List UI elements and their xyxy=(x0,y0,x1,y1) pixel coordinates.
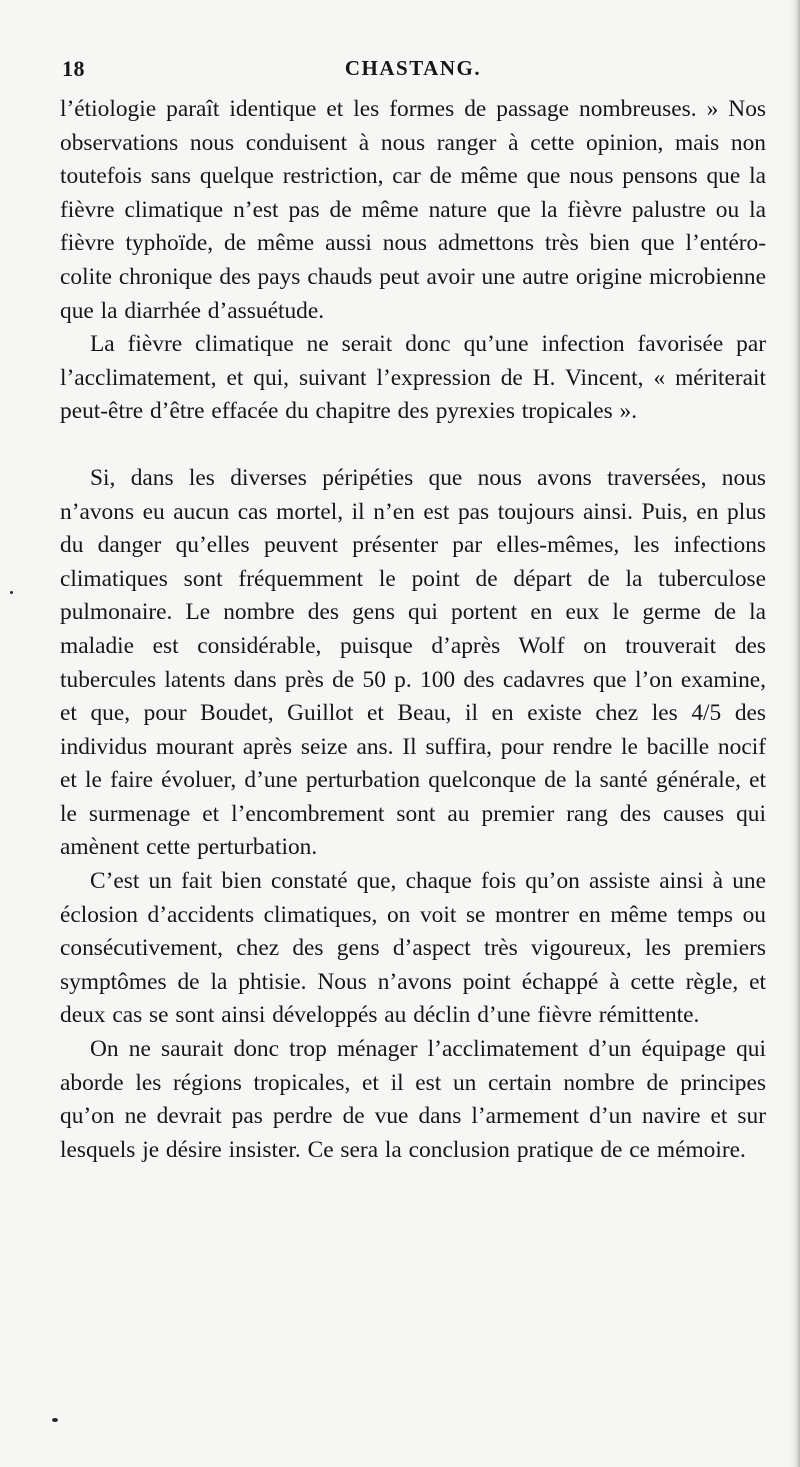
paragraph-continued: l’étiologie paraît identique et les formes de passage nombreuses. » Nos observations nous conduisent à nous ranger à cette opinion, mais non toutefois sans quelque restriction, car de même que nous pensons que la fièvre climatique n’est pas de même nature que la fièvre palustre ou la fièvre typhoïde, de même aussi nous admettons très bien que l’entéro-colite chronique des pays chauds peut avoir une autre origine microbienne que la diarrhée d’assuétude. xyxy=(60,96,766,324)
running-head: CHASTANG. xyxy=(344,56,482,80)
section-gap xyxy=(60,429,766,462)
scan-speck xyxy=(10,591,13,594)
paragraph: La fièvre climatique ne serait donc qu’une infection favorisée par l’acclimatement, et qui, suivant l’expression de H. Vincent, « mériterait peut-être d’être effacée du chapitre des pyrexies tropicales ». xyxy=(60,331,766,425)
body-text xyxy=(60,93,766,1167)
paragraph: C’est un fait bien constaté que, chaque fois qu’on assiste ainsi à une éclosion d’accidents climatiques, on voit se montrer en même temps ou consécutivement, chez des gens d’aspect très vigoureux, les premiers symptômes de la phtisie. Nous n’avons point échappé à cette règle, et deux cas se sont ainsi développés au déclin d’une fièvre rémittente. xyxy=(60,868,766,1029)
scan-edge-shadow xyxy=(790,0,800,1467)
page-header xyxy=(62,56,764,86)
scan-speck xyxy=(52,1418,58,1422)
page-number: 18 xyxy=(62,56,85,81)
paragraph: Si, dans les diverses péripéties que nous avons traversées, nous n’avons eu aucun cas mortel, il n’en est pas toujours ainsi. Puis, en plus du danger qu’elles peuvent présenter par elles-mêmes, les infections climatiques sont fréquemment le point de départ de la tuberculose pulmonaire. Le nombre des gens qui portent en eux le germe de la maladie est considérable, puisque d’après Wolf on trouverait des tubercules latents dans près de 50 p. 100 des cadavres que l’on examine, et que, pour Boudet, Guillot et Beau, il en existe chez les 4/5 des individus mourant après seize ans. Il suffira, pour rendre le bacille nocif et le faire évoluer, d’une perturbation quelconque de la santé générale, et le surmenage et l’encombrement sont au premier rang des causes qui amènent cette perturbation. xyxy=(60,464,766,861)
paragraph: On ne saurait donc trop ménager l’acclimatement d’un équipage qui aborde les régions tropicales, et il est un certain nombre de principes qu’on ne devrait pas perdre de vue dans l’armement d’un navire et sur lesquels je désire insister. Ce sera la conclusion pratique de ce mémoire. xyxy=(60,1036,766,1163)
